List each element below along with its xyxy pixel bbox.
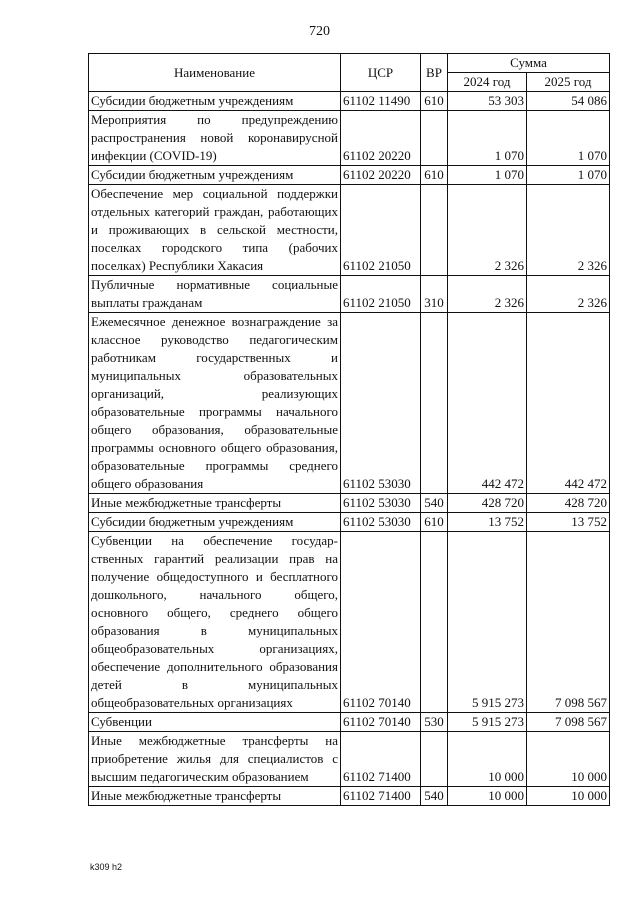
row-sum-2025: 1 070	[527, 166, 610, 185]
row-name: Публичные нормативные социальные выплаты гражданам	[89, 276, 341, 313]
table-row	[89, 713, 610, 732]
row-sum-2025: 10 000	[527, 787, 610, 806]
row-vr	[421, 111, 448, 166]
row-csr: 61102 53030	[341, 313, 421, 494]
row-name: Субсидии бюджетным учреждениям	[89, 92, 341, 111]
table-row	[89, 166, 610, 185]
row-name: Субвенции	[89, 713, 341, 732]
row-csr: 61102 21050	[341, 276, 421, 313]
row-sum-2025: 13 752	[527, 513, 610, 532]
row-sum-2024: 10 000	[448, 787, 527, 806]
row-csr: 61102 71400	[341, 732, 421, 787]
header-sum: Сумма	[448, 54, 610, 73]
row-csr: 61102 53030	[341, 513, 421, 532]
row-name: Субсидии бюджетным учреждениям	[89, 513, 341, 532]
row-name: Иные межбюджетные трансферты на приобретение жилья для специалистов с высшим педагогическим образованием	[89, 732, 341, 787]
row-csr: 61102 70140	[341, 713, 421, 732]
row-name: Иные межбюджетные трансферты	[89, 494, 341, 513]
row-sum-2024: 5 915 273	[448, 713, 527, 732]
table-row	[89, 276, 610, 313]
header-vr: ВР	[421, 54, 448, 92]
row-vr	[421, 532, 448, 713]
table-row	[89, 513, 610, 532]
row-csr: 61102 11490	[341, 92, 421, 111]
row-sum-2025: 2 326	[527, 276, 610, 313]
page-number: 720	[309, 24, 330, 39]
header-year-2025: 2025 год	[527, 73, 610, 92]
row-csr: 61102 20220	[341, 166, 421, 185]
row-name: Ежемесячное денежное вознаграждение за классное руководство педагогическим работникам государственных и муниципальных образовательных организаций, реализующих образовательные программы начального общего образования, образовательные программы основного общего образования, образовательные программы среднего общего образования	[89, 313, 341, 494]
row-sum-2024: 13 752	[448, 513, 527, 532]
row-csr: 61102 53030	[341, 494, 421, 513]
row-csr: 61102 70140	[341, 532, 421, 713]
row-sum-2025: 10 000	[527, 732, 610, 787]
row-vr: 310	[421, 276, 448, 313]
row-name: Обеспечение мер социальной поддержки отдельных категорий граждан, работающих и проживающих в сельской местности, поселках городского типа (рабочих поселках) Республики Хакасия	[89, 185, 341, 276]
table-row	[89, 111, 610, 166]
row-vr	[421, 313, 448, 494]
row-vr	[421, 732, 448, 787]
row-sum-2025: 54 086	[527, 92, 610, 111]
table-row	[89, 787, 610, 806]
footer-code: k309 h2	[90, 862, 123, 872]
row-vr: 530	[421, 713, 448, 732]
budget-table	[88, 53, 610, 806]
row-csr: 61102 71400	[341, 787, 421, 806]
row-vr: 540	[421, 787, 448, 806]
row-sum-2024: 10 000	[448, 732, 527, 787]
row-vr: 610	[421, 92, 448, 111]
table-row	[89, 732, 610, 787]
table-row	[89, 494, 610, 513]
table-header	[89, 54, 610, 92]
table-row	[89, 185, 610, 276]
row-vr: 610	[421, 513, 448, 532]
row-sum-2025: 7 098 567	[527, 532, 610, 713]
table-row	[89, 532, 610, 713]
row-sum-2025: 442 472	[527, 313, 610, 494]
row-name: Субсидии бюджетным учреждениям	[89, 166, 341, 185]
row-name: Мероприятия по предупреждению распространения новой коронавирусной инфекции (COVID-19)	[89, 111, 341, 166]
row-csr: 61102 20220	[341, 111, 421, 166]
row-sum-2024: 1 070	[448, 111, 527, 166]
row-sum-2024: 53 303	[448, 92, 527, 111]
row-sum-2024: 442 472	[448, 313, 527, 494]
header-year-2024: 2024 год	[448, 73, 527, 92]
row-sum-2024: 1 070	[448, 166, 527, 185]
row-sum-2024: 428 720	[448, 494, 527, 513]
row-vr: 540	[421, 494, 448, 513]
row-vr: 610	[421, 166, 448, 185]
row-name: Субвенции на обеспечение государственных гарантий реализации прав на получение общедоступного и бесплатного дошкольного, начального общего, основного общего, среднего общего образования в муниципальных общеобразовательных организациях, обеспечение дополнительного образования детей в муниципальных общеобразовательных организациях	[89, 532, 341, 713]
row-vr	[421, 185, 448, 276]
table-row	[89, 313, 610, 494]
row-name: Иные межбюджетные трансферты	[89, 787, 341, 806]
row-sum-2025: 428 720	[527, 494, 610, 513]
row-sum-2024: 5 915 273	[448, 532, 527, 713]
table-body	[89, 92, 610, 806]
row-csr: 61102 21050	[341, 185, 421, 276]
row-sum-2025: 7 098 567	[527, 713, 610, 732]
header-name: Наименование	[89, 54, 341, 92]
table-row	[89, 92, 610, 111]
row-sum-2025: 2 326	[527, 185, 610, 276]
row-sum-2024: 2 326	[448, 185, 527, 276]
header-csr: ЦСР	[341, 54, 421, 92]
row-sum-2024: 2 326	[448, 276, 527, 313]
row-sum-2025: 1 070	[527, 111, 610, 166]
